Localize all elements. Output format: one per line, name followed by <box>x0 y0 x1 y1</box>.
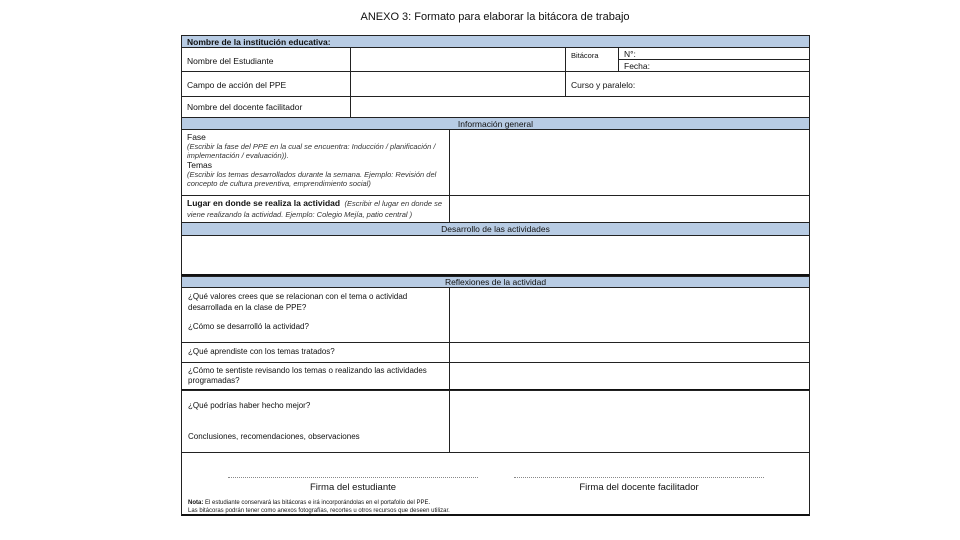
place-hint: (Escribir el lugar en donde se viene realizando la actividad. Ejemplo: Colegio Mejía, patio central ) <box>187 199 443 219</box>
reflection-q5-cell <box>181 390 450 453</box>
reflection-q5: ¿Qué podrías haber hecho mejor? <box>188 401 311 410</box>
student-label: Nombre del Estudiante <box>181 47 351 72</box>
reflection-q3: ¿Qué aprendiste con los temas tratados? <box>181 342 450 363</box>
reflection-a5-input[interactable] <box>449 390 810 453</box>
note-label: Nota: <box>188 500 204 506</box>
teacher-signature: Firma del docente facilitador <box>514 477 764 493</box>
note-line2: Las bitácoras podrán tener como anexos fotografías, recortes u otros recursos que deseen utilizar. <box>188 508 450 514</box>
phase-label: Fase <box>187 132 206 142</box>
reflection-q1-cell <box>181 287 450 343</box>
field-label: Campo de acción del PPE <box>181 71 351 97</box>
note-line1: El estudiante conservará las bitácoras e irá incorporándolas en el portafolio del PPE. <box>203 500 431 506</box>
reflection-a4-input[interactable] <box>449 362 810 391</box>
bitacora-label: Bitácora <box>565 47 619 72</box>
signature-section <box>181 452 810 516</box>
reflection-q1: ¿Qué valores crees que se relacionan con el tema o actividad desarrollada en la clase de PPE? <box>188 292 408 312</box>
phase-topics-cell <box>181 129 450 196</box>
reflection-q6: Conclusiones, recomendaciones, observaciones <box>188 432 360 441</box>
topics-label: Temas <box>187 160 213 170</box>
phase-topics-input[interactable] <box>449 129 810 196</box>
reflection-q2: ¿Cómo se desarrolló la actividad? <box>188 322 309 331</box>
document-title: ANEXO 3: Formato para elaborar la bitácora de trabajo <box>360 11 630 23</box>
development-header: Desarrollo de las actividades <box>181 222 810 236</box>
reflections-header: Reflexiones de la actividad <box>181 276 810 288</box>
place-input[interactable] <box>449 195 810 223</box>
teacher-label: Nombre del docente facilitador <box>181 96 351 118</box>
date-field[interactable]: Fecha: <box>618 59 810 72</box>
note <box>188 499 450 515</box>
phase-hint: (Escribir la fase del PPE en la cual se encuentra: Inducción / planificación / implementación / evaluación)). <box>187 142 436 160</box>
development-input[interactable] <box>181 235 810 276</box>
topics-hint: (Escribir los temas desarrollados durante la semana. Ejemplo: Revisión del concepto de cultura preventiva, emprendimiento social) <box>187 170 437 188</box>
student-signature: Firma del estudiante <box>228 477 478 493</box>
reflection-a1-input[interactable] <box>449 287 810 343</box>
number-field[interactable]: N°: <box>618 47 810 60</box>
field-input[interactable] <box>350 71 566 97</box>
general-info-header: Información general <box>181 117 810 130</box>
teacher-input[interactable] <box>350 96 810 118</box>
place-cell <box>181 195 450 223</box>
student-input[interactable] <box>350 47 566 72</box>
institution-header: Nombre de la institución educativa: <box>181 35 810 48</box>
place-label: Lugar en donde se realiza la actividad <box>187 198 341 208</box>
reflection-q4: ¿Cómo te sentiste revisando los temas o realizando las actividades programadas? <box>181 362 450 391</box>
course-field[interactable]: Curso y paralelo: <box>565 71 810 97</box>
reflection-a3-input[interactable] <box>449 342 810 363</box>
